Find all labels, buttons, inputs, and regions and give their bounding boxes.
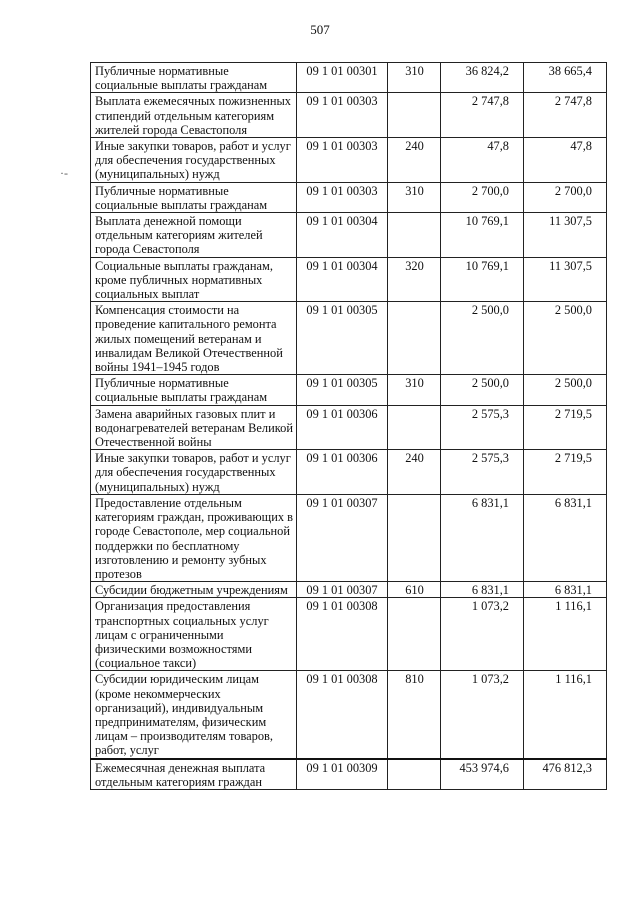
row-expense-type: 310 [388, 375, 441, 405]
row-amount-year2: 2 500,0 [524, 302, 607, 375]
row-amount-year1: 2 747,8 [441, 93, 524, 138]
row-expense-type: 310 [388, 182, 441, 212]
row-name: Замена аварийных газовых плит и водонагревателей ветеранам Великой Отечественной войны [91, 405, 297, 450]
margin-mark: ·- [60, 166, 68, 180]
row-expense-type [388, 598, 441, 671]
row-amount-year2: 2 719,5 [524, 405, 607, 450]
table-row [91, 582, 607, 598]
row-name: Организация предоставления транспортных социальных услуг лицам с ограниченными физическими возможностями (социальное такси) [91, 598, 297, 671]
row-amount-year1: 10 769,1 [441, 257, 524, 302]
row-amount-year2: 1 116,1 [524, 671, 607, 759]
row-code: 09 1 01 00308 [297, 598, 388, 671]
table-row [91, 598, 607, 671]
row-amount-year1: 6 831,1 [441, 494, 524, 581]
row-code: 09 1 01 00304 [297, 257, 388, 302]
row-amount-year2: 2 747,8 [524, 93, 607, 138]
table-row [91, 450, 607, 495]
row-amount-year2: 476 812,3 [524, 759, 607, 790]
row-amount-year1: 36 824,2 [441, 63, 524, 93]
page-number: 507 [310, 22, 330, 37]
row-expense-type: 240 [388, 138, 441, 183]
row-code: 09 1 01 00304 [297, 213, 388, 258]
row-expense-type: 810 [388, 671, 441, 759]
row-expense-type [388, 93, 441, 138]
row-name: Субсидии бюджетным учреждениям [91, 582, 297, 598]
row-name: Субсидии юридическим лицам (кроме некоммерческих организаций), индивидуальным предпринимателям, физическим лицам – производителям товаров, работ, услуг [91, 671, 297, 759]
row-name: Публичные нормативные социальные выплаты гражданам [91, 182, 297, 212]
row-amount-year1: 2 500,0 [441, 302, 524, 375]
row-code: 09 1 01 00303 [297, 93, 388, 138]
row-amount-year1: 6 831,1 [441, 582, 524, 598]
table-row [91, 405, 607, 450]
row-name: Иные закупки товаров, работ и услуг для обеспечения государственных (муниципальных) нужд [91, 138, 297, 183]
row-name: Публичные нормативные социальные выплаты гражданам [91, 375, 297, 405]
row-amount-year1: 1 073,2 [441, 671, 524, 759]
row-name: Социальные выплаты гражданам, кроме публичных нормативных социальных выплат [91, 257, 297, 302]
row-expense-type: 240 [388, 450, 441, 495]
budget-table [90, 62, 607, 790]
row-code: 09 1 01 00306 [297, 450, 388, 495]
table-row [91, 375, 607, 405]
table-row [91, 138, 607, 183]
row-expense-type: 320 [388, 257, 441, 302]
row-name: Иные закупки товаров, работ и услуг для обеспечения государственных (муниципальных) нужд [91, 450, 297, 495]
row-name: Ежемесячная денежная выплата отдельным категориям граждан [91, 759, 297, 790]
row-code: 09 1 01 00305 [297, 302, 388, 375]
row-amount-year2: 2 719,5 [524, 450, 607, 495]
row-amount-year2: 6 831,1 [524, 582, 607, 598]
row-amount-year1: 453 974,6 [441, 759, 524, 790]
row-expense-type: 610 [388, 582, 441, 598]
budget-table-body [91, 63, 607, 790]
row-expense-type: 310 [388, 63, 441, 93]
row-name: Выплата денежной помощи отдельным категориям жителей города Севастополя [91, 213, 297, 258]
row-amount-year1: 10 769,1 [441, 213, 524, 258]
row-amount-year2: 2 700,0 [524, 182, 607, 212]
row-code: 09 1 01 00308 [297, 671, 388, 759]
row-name: Предоставление отдельным категориям граждан, проживающих в городе Севастополе, мер социальной поддержки по бесплатному изготовлению и ремонту зубных протезов [91, 494, 297, 581]
row-expense-type [388, 405, 441, 450]
row-expense-type [388, 494, 441, 581]
row-amount-year2: 1 116,1 [524, 598, 607, 671]
row-amount-year2: 2 500,0 [524, 375, 607, 405]
table-row [91, 759, 607, 790]
table-row [91, 257, 607, 302]
table-row [91, 671, 607, 759]
row-code: 09 1 01 00306 [297, 405, 388, 450]
table-row [91, 302, 607, 375]
table-row [91, 63, 607, 93]
row-name: Публичные нормативные социальные выплаты гражданам [91, 63, 297, 93]
row-expense-type [388, 302, 441, 375]
row-amount-year1: 2 500,0 [441, 375, 524, 405]
row-code: 09 1 01 00307 [297, 582, 388, 598]
row-code: 09 1 01 00309 [297, 759, 388, 790]
row-amount-year2: 6 831,1 [524, 494, 607, 581]
row-amount-year1: 2 575,3 [441, 405, 524, 450]
row-code: 09 1 01 00303 [297, 138, 388, 183]
table-row [91, 93, 607, 138]
row-name: Выплата ежемесячных пожизненных стипендий отдельным категориям жителей города Севастополя [91, 93, 297, 138]
row-amount-year1: 2 700,0 [441, 182, 524, 212]
row-amount-year1: 47,8 [441, 138, 524, 183]
row-amount-year2: 11 307,5 [524, 257, 607, 302]
row-code: 09 1 01 00307 [297, 494, 388, 581]
table-row [91, 494, 607, 581]
row-amount-year1: 2 575,3 [441, 450, 524, 495]
row-name: Компенсация стоимости на проведение капитального ремонта жилых помещений ветеранам и инвалидам Великой Отечественной войны 1941–1945 годов [91, 302, 297, 375]
row-amount-year2: 38 665,4 [524, 63, 607, 93]
table-row [91, 213, 607, 258]
row-code: 09 1 01 00303 [297, 182, 388, 212]
row-amount-year2: 11 307,5 [524, 213, 607, 258]
row-expense-type [388, 213, 441, 258]
table-row [91, 182, 607, 212]
row-amount-year2: 47,8 [524, 138, 607, 183]
row-code: 09 1 01 00301 [297, 63, 388, 93]
row-code: 09 1 01 00305 [297, 375, 388, 405]
row-amount-year1: 1 073,2 [441, 598, 524, 671]
row-expense-type [388, 759, 441, 790]
